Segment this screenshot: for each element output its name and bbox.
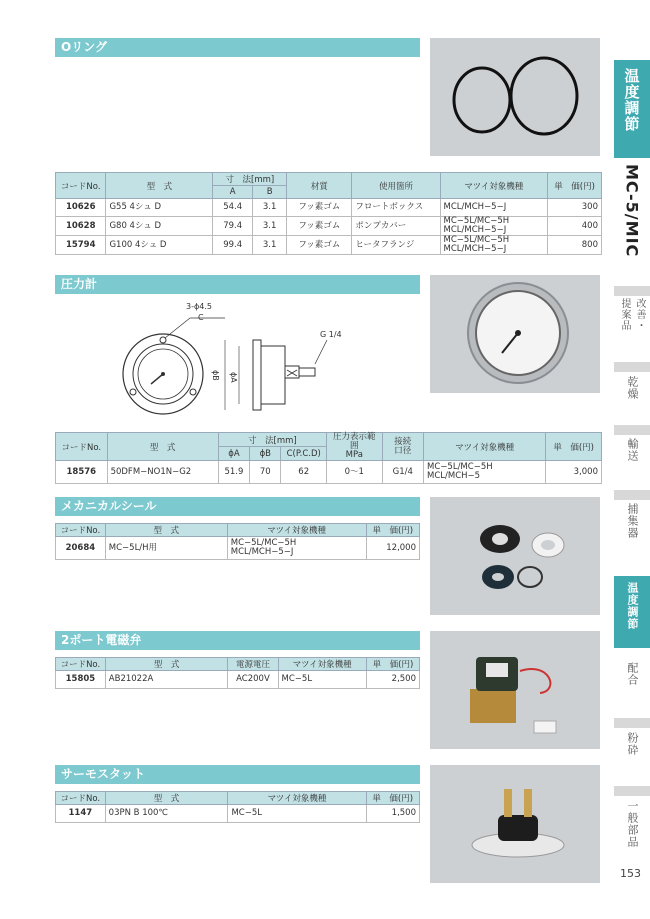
cell-type: G100 4シュ D	[106, 236, 213, 255]
page-number: 153	[620, 867, 641, 880]
cell-usage: ヒータフランジ	[352, 236, 440, 255]
pcd-label: C	[198, 313, 204, 322]
tab-divider	[614, 286, 650, 296]
tab-grinding[interactable]	[614, 732, 650, 772]
dia-a-label: ϕA	[229, 372, 238, 383]
table-row	[56, 217, 602, 236]
tab-collector-label: 捕集器	[626, 503, 639, 539]
table-row	[56, 671, 420, 689]
tab-divider	[614, 718, 650, 728]
cell-code: 1147	[56, 805, 106, 823]
cell-code: 10626	[56, 199, 106, 217]
cell-type: AB21022A	[105, 671, 228, 689]
cell-type: 03PN B 100℃	[105, 805, 228, 823]
dia-b-label: ϕB	[211, 370, 220, 381]
table-row	[56, 805, 420, 823]
cell-price: 12,000	[366, 537, 419, 560]
col-a: ϕA	[218, 447, 249, 461]
cell-models: MC−5L/MC−5H MCL/MCH−5	[424, 461, 546, 484]
gauge-section-title: 圧力計	[55, 275, 420, 294]
oring-image	[430, 38, 600, 156]
gauge-image	[430, 275, 600, 393]
tab-divider	[614, 425, 650, 435]
col-port: 接続 口径	[382, 433, 423, 461]
thermo-table	[55, 791, 420, 823]
col-voltage: 電源電圧	[228, 658, 278, 671]
tab-general-parts[interactable]	[614, 800, 650, 856]
index-sidebar	[614, 0, 650, 919]
col-code: コードNo.	[56, 433, 108, 461]
active-category-tab[interactable]	[614, 60, 650, 158]
col-c: C(P.C.D)	[281, 447, 327, 461]
cell-code: 20684	[56, 537, 106, 560]
cell-b: 3.1	[252, 199, 286, 217]
valve-image	[430, 631, 600, 749]
tab-conveying-label: 輸送	[626, 438, 639, 462]
col-models: マツイ対象機種	[424, 433, 546, 461]
col-material: 材質	[287, 173, 352, 199]
col-range: 圧力表示範囲 MPa	[326, 433, 382, 461]
table-row	[56, 537, 420, 560]
cell-models: MC−5L/MC−5H MCL/MCH−5−J	[440, 236, 548, 255]
cell-a: 79.4	[213, 217, 252, 236]
tab-blending-label: 配合	[626, 662, 639, 686]
col-price: 単 価(円)	[548, 173, 602, 199]
cell-b: 70	[250, 461, 281, 484]
cell-material: フッ素ゴム	[287, 199, 352, 217]
col-models: マツイ対象機種	[278, 658, 366, 671]
cell-a: 99.4	[213, 236, 252, 255]
col-code: コードNo.	[56, 173, 106, 199]
cell-price: 1,500	[366, 805, 420, 823]
tab-improvement-label: 改善・ 提案品	[619, 298, 645, 331]
cell-type: 50DFM−NO1N−G2	[107, 461, 218, 484]
cell-models: MC−5L/MC−5H MCL/MCH−5−J	[440, 217, 548, 236]
col-code: コードNo.	[56, 792, 106, 805]
tab-divider	[614, 362, 650, 372]
tab-grinding-label: 粉砕	[626, 732, 639, 756]
col-b: B	[252, 186, 286, 199]
table-row	[56, 236, 602, 255]
cell-models: MC−5L	[228, 805, 366, 823]
col-type: 型 式	[107, 433, 218, 461]
col-price: 単 価(円)	[366, 792, 420, 805]
cell-models: MC−5L/MC−5H MCL/MCH−5−J	[227, 537, 366, 560]
thermo-image	[430, 765, 600, 883]
cell-usage: ポンプカバー	[352, 217, 440, 236]
col-price: 単 価(円)	[366, 658, 419, 671]
col-price: 単 価(円)	[546, 433, 602, 461]
col-code: コードNo.	[56, 658, 106, 671]
valve-photo	[430, 631, 600, 749]
cell-range: 0〜1	[326, 461, 382, 484]
tab-conveying[interactable]	[614, 438, 650, 478]
thermo-photo	[430, 765, 600, 883]
model-label: MC-5/MIC	[622, 164, 642, 258]
active-category-label: 温度調節	[622, 68, 641, 132]
cell-type: G80 4シュ D	[106, 217, 213, 236]
tab-drying[interactable]	[614, 376, 650, 416]
cell-code: 15794	[56, 236, 106, 255]
table-row	[56, 199, 602, 217]
tab-improvement[interactable]	[614, 298, 650, 346]
cell-usage: フロートボックス	[352, 199, 440, 217]
cell-code: 18576	[56, 461, 108, 484]
gauge-diagram	[115, 300, 415, 420]
cell-models: MC−5L	[278, 671, 366, 689]
cell-type: MC−5L/H用	[105, 537, 227, 560]
cell-type: G55 4シュ D	[106, 199, 213, 217]
gauge-table	[55, 432, 602, 484]
oring-photo	[430, 38, 600, 156]
thread-label: G 1/4	[320, 330, 342, 339]
cell-code: 15805	[56, 671, 106, 689]
cell-price: 800	[548, 236, 602, 255]
oring-section-title: Oリング	[55, 38, 420, 57]
seal-section-title: メカニカルシール	[55, 497, 420, 516]
tab-divider	[614, 786, 650, 796]
seal-image	[430, 497, 600, 615]
seal-table	[55, 523, 420, 560]
valve-table	[55, 657, 420, 689]
cell-price: 2,500	[366, 671, 419, 689]
tab-general-parts-label: 一般部品	[626, 800, 639, 848]
cell-b: 3.1	[252, 236, 286, 255]
seal-photo	[430, 497, 600, 615]
col-dim: 寸 法[mm]	[213, 173, 287, 186]
cell-port: G1/4	[382, 461, 423, 484]
cell-a: 51.9	[218, 461, 249, 484]
cell-voltage: AC200V	[228, 671, 278, 689]
tab-temperature-label: 温度調節	[626, 582, 639, 630]
col-models: マツイ対象機種	[440, 173, 548, 199]
cell-price: 400	[548, 217, 602, 236]
col-type: 型 式	[105, 792, 228, 805]
cell-code: 10628	[56, 217, 106, 236]
cell-a: 54.4	[213, 199, 252, 217]
table-row	[56, 461, 602, 484]
col-models: マツイ対象機種	[228, 792, 366, 805]
holes-label: 3-ϕ4.5	[186, 302, 212, 311]
cell-b: 3.1	[252, 217, 286, 236]
cell-material: フッ素ゴム	[287, 236, 352, 255]
tab-temperature[interactable]	[614, 576, 650, 648]
col-price: 単 価(円)	[366, 524, 419, 537]
col-dim: 寸 法[mm]	[218, 433, 326, 447]
valve-section-title: 2ポート電磁弁	[55, 631, 420, 650]
gauge-drawing	[115, 300, 415, 420]
tab-blending[interactable]	[614, 662, 650, 702]
tab-collector[interactable]	[614, 503, 650, 551]
model-label-box	[614, 160, 650, 285]
col-type: 型 式	[106, 173, 213, 199]
thermo-section-title: サーモスタット	[55, 765, 420, 784]
oring-table	[55, 172, 602, 255]
cell-price: 3,000	[546, 461, 602, 484]
col-usage: 使用箇所	[352, 173, 440, 199]
col-models: マツイ対象機種	[227, 524, 366, 537]
col-type: 型 式	[105, 524, 227, 537]
gauge-photo	[430, 275, 600, 393]
col-code: コードNo.	[56, 524, 106, 537]
col-b: ϕB	[250, 447, 281, 461]
cell-material: フッ素ゴム	[287, 217, 352, 236]
cell-models: MCL/MCH−5−J	[440, 199, 548, 217]
tab-drying-label: 乾燥	[626, 376, 639, 400]
cell-c: 62	[281, 461, 327, 484]
col-type: 型 式	[105, 658, 228, 671]
tab-divider	[614, 490, 650, 500]
cell-price: 300	[548, 199, 602, 217]
col-a: A	[213, 186, 252, 199]
